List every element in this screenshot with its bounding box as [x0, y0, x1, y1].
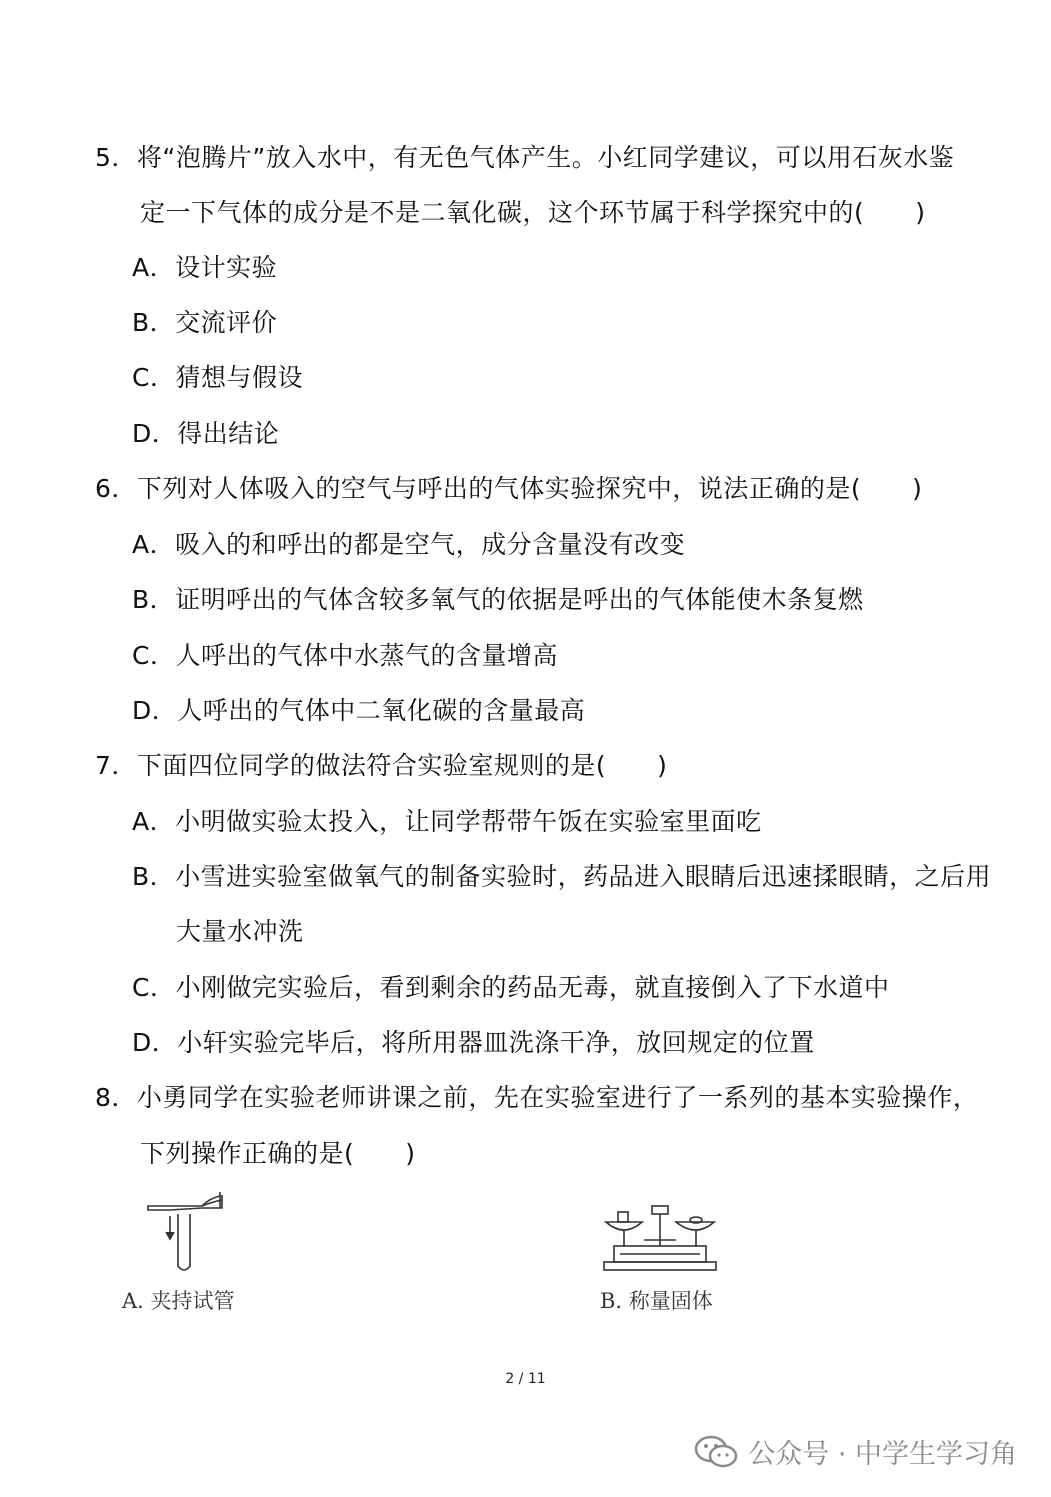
q8-stem-line2: 下列操作正确的是( ) [140, 1139, 416, 1168]
q8-stem-text: 小勇同学在实验老师讲课之前，先在实验室进行了一系列的基本实验操作， [136, 1083, 979, 1112]
q8-figure-b-caption: B. 称量固体 [600, 1289, 713, 1313]
q5-stem-line2: 定一下气体的成分是不是二氧化碳，这个环节属于科学探究中的( ) [140, 198, 926, 227]
q8-figure-a-caption: A. 夹持试管 [122, 1289, 235, 1313]
q7-option-b-line2: 大量水冲洗 [176, 917, 304, 946]
balance-scale-icon [600, 1200, 720, 1280]
q7-option-b-line1: B．小雪进实验室做氧气的制备实验时，药品进入眼睛后迅速揉眼睛，之后用 [132, 862, 992, 891]
q8-number: 8． [95, 1083, 137, 1112]
q8-stem-line1 [95, 1082, 978, 1114]
wechat-logo-icon [694, 1435, 738, 1469]
q5-number: 5． [95, 143, 137, 172]
q6-option-c: C．人呼出的气体中水蒸气的含量增高 [132, 641, 558, 670]
q7-number: 7． [95, 751, 137, 780]
q5-stem-text: 将“泡腾片”放入水中，有无色气体产生。小红同学建议，可以用石灰水鉴 [136, 143, 955, 172]
q8-figure-b [600, 1200, 720, 1280]
q7-option-d: D．小轩实验完毕后，将所用器皿洗涤干净，放回规定的位置 [132, 1028, 815, 1057]
q5-option-d: D．得出结论 [132, 419, 280, 448]
q5-option-a: A．设计实验 [132, 253, 278, 282]
q6-stem [95, 473, 922, 505]
q6-option-a: A．吸入的和呼出的都是空气，成分含量没有改变 [132, 530, 686, 559]
q6-option-d: D．人呼出的气体中二氧化碳的含量最高 [132, 696, 586, 725]
q7-stem [95, 750, 667, 782]
test-tube-holder-icon [140, 1192, 235, 1277]
watermark [694, 1432, 1017, 1471]
q6-number: 6． [95, 474, 137, 503]
q6-stem-text: 下列对人体吸入的空气与呼出的气体实验探究中，说法正确的是( ) [136, 474, 923, 503]
q5-option-b: B．交流评价 [132, 308, 278, 337]
watermark-text: 公众号 · 中学生学习角 [748, 1439, 1017, 1470]
q8-figure-a [140, 1192, 235, 1277]
q6-option-b: B．证明呼出的气体含较多氧气的依据是呼出的气体能使木条复燃 [132, 585, 864, 614]
q7-option-c: C．小刚做完实验后，看到剩余的药品无毒，就直接倒入了下水道中 [132, 973, 890, 1002]
q7-stem-text: 下面四位同学的做法符合实验室规则的是( ) [136, 751, 668, 780]
q7-option-a: A．小明做实验太投入，让同学帮带午饭在实验室里面吃 [132, 807, 762, 836]
q5-stem-line1 [95, 142, 954, 174]
page-number: 2 / 11 [505, 1371, 546, 1387]
q5-option-c: C．猜想与假设 [132, 363, 303, 392]
